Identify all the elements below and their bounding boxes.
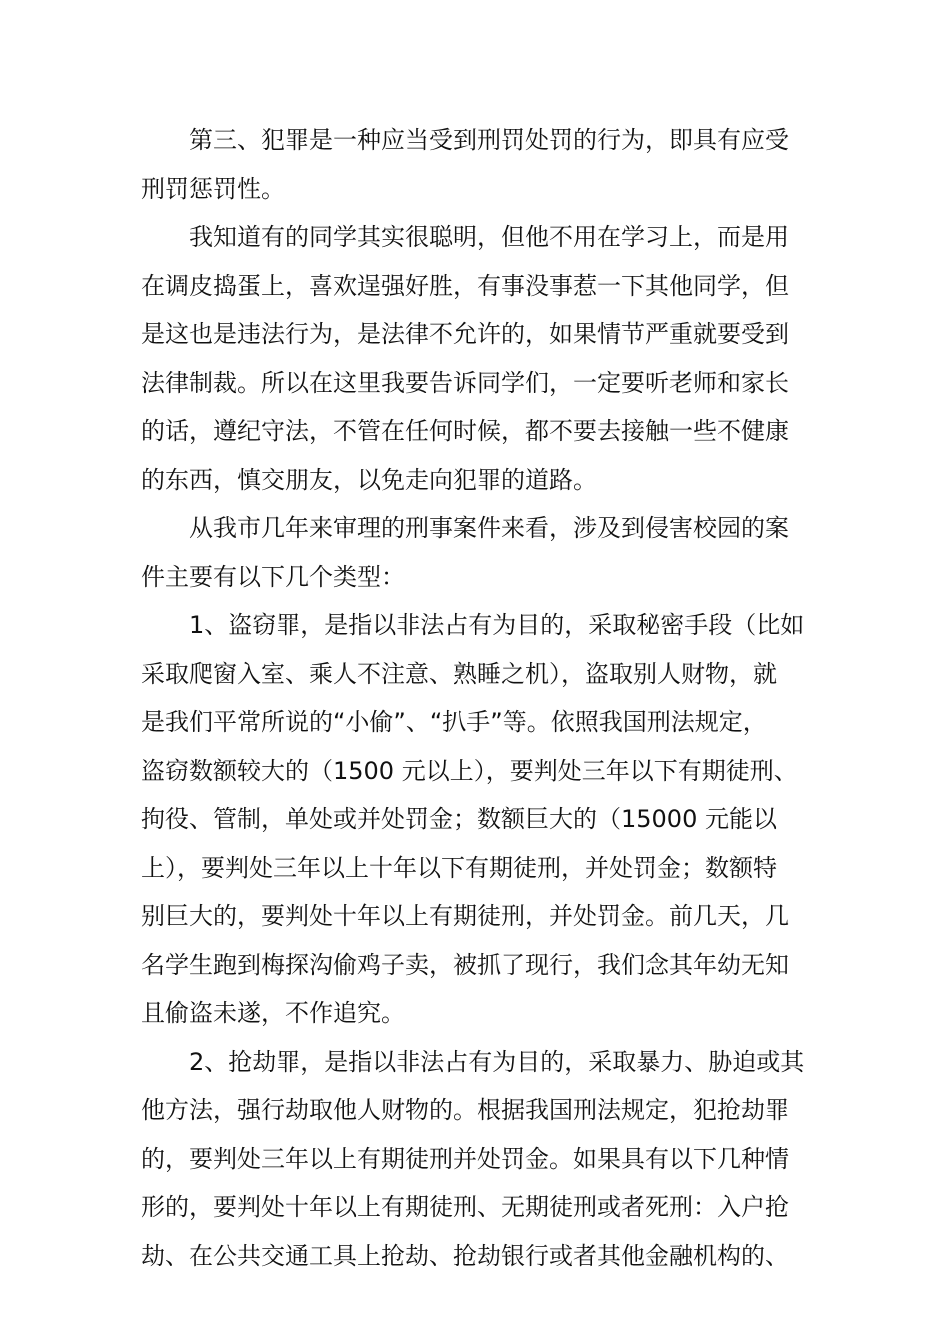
text-line: 第三、犯罪是一种应当受到刑罚处罚的行为，即具有应受 xyxy=(189,126,789,154)
paragraph-advice xyxy=(141,213,813,504)
text-line: 拘役、管制，单处或并处罚金；数额巨大的（15000 元能以 xyxy=(141,805,777,833)
paragraph-theft xyxy=(141,601,813,1038)
text-line: 的，要判处三年以上有期徒刑并处罚金。如果具有以下几种情 xyxy=(141,1144,789,1173)
text-line: 法律制裁。所以在这里我要告诉同学们，一定要听老师和家长 xyxy=(141,368,789,397)
text-line: 刑罚惩罚性。 xyxy=(141,174,285,203)
paragraph-robbery xyxy=(141,1038,813,1281)
text-line: 形的，要判处十年以上有期徒刑、无期徒刑或者死刑：入户抢 xyxy=(141,1193,789,1221)
text-line: 名学生跑到梅探沟偷鸡子卖，被抓了现行，我们念其年幼无知 xyxy=(141,950,789,979)
document-body xyxy=(141,116,813,1280)
text-line: 的话，遵纪守法，不管在任何时候，都不要去接触一些不健康 xyxy=(141,417,789,445)
text-line: 采取爬窗入室、乘人不注意、熟睡之机），盗取别人财物，就 xyxy=(141,659,777,688)
text-line: 上），要判处三年以上十年以下有期徒刑，并处罚金；数额特 xyxy=(141,853,777,882)
text-line: 劫、在公共交通工具上抢劫、抢劫银行或者其他金融机构的、 xyxy=(141,1241,789,1270)
text-line: 在调皮捣蛋上，喜欢逞强好胜，有事没事惹一下其他同学，但 xyxy=(141,271,789,300)
text-line: 是这也是违法行为，是法律不允许的，如果情节严重就要受到 xyxy=(141,320,789,348)
text-line: 他方法，强行劫取他人财物的。根据我国刑法规定，犯抢劫罪 xyxy=(141,1096,789,1124)
text-line: 从我市几年来审理的刑事案件来看，涉及到侵害校园的案 xyxy=(189,514,789,542)
text-line: 我知道有的同学其实很聪明，但他不用在学习上，而是用 xyxy=(189,223,789,251)
paragraph-third-point xyxy=(141,116,813,213)
text-line: 2、抢劫罪，是指以非法占有为目的，采取暴力、胁迫或其 xyxy=(189,1047,805,1076)
text-line: 别巨大的，要判处十年以上有期徒刑，并处罚金。前几天，几 xyxy=(141,902,789,930)
text-line: 件主要有以下几个类型： xyxy=(141,562,405,591)
text-line: 且偷盗未遂，不作追究。 xyxy=(141,999,405,1027)
text-line: 是我们平常所说的“小偷”、“扒手”等。依照我国刑法规定， xyxy=(141,708,767,736)
text-line: 1、盗窃罪，是指以非法占有为目的，采取秘密手段（比如 xyxy=(189,611,805,639)
text-line: 盗窃数额较大的（1500 元以上），要判处三年以下有期徒刑、 xyxy=(141,756,798,785)
text-line: 的东西，慎交朋友，以免走向犯罪的道路。 xyxy=(141,465,597,494)
paragraph-case-types-intro xyxy=(141,504,813,601)
